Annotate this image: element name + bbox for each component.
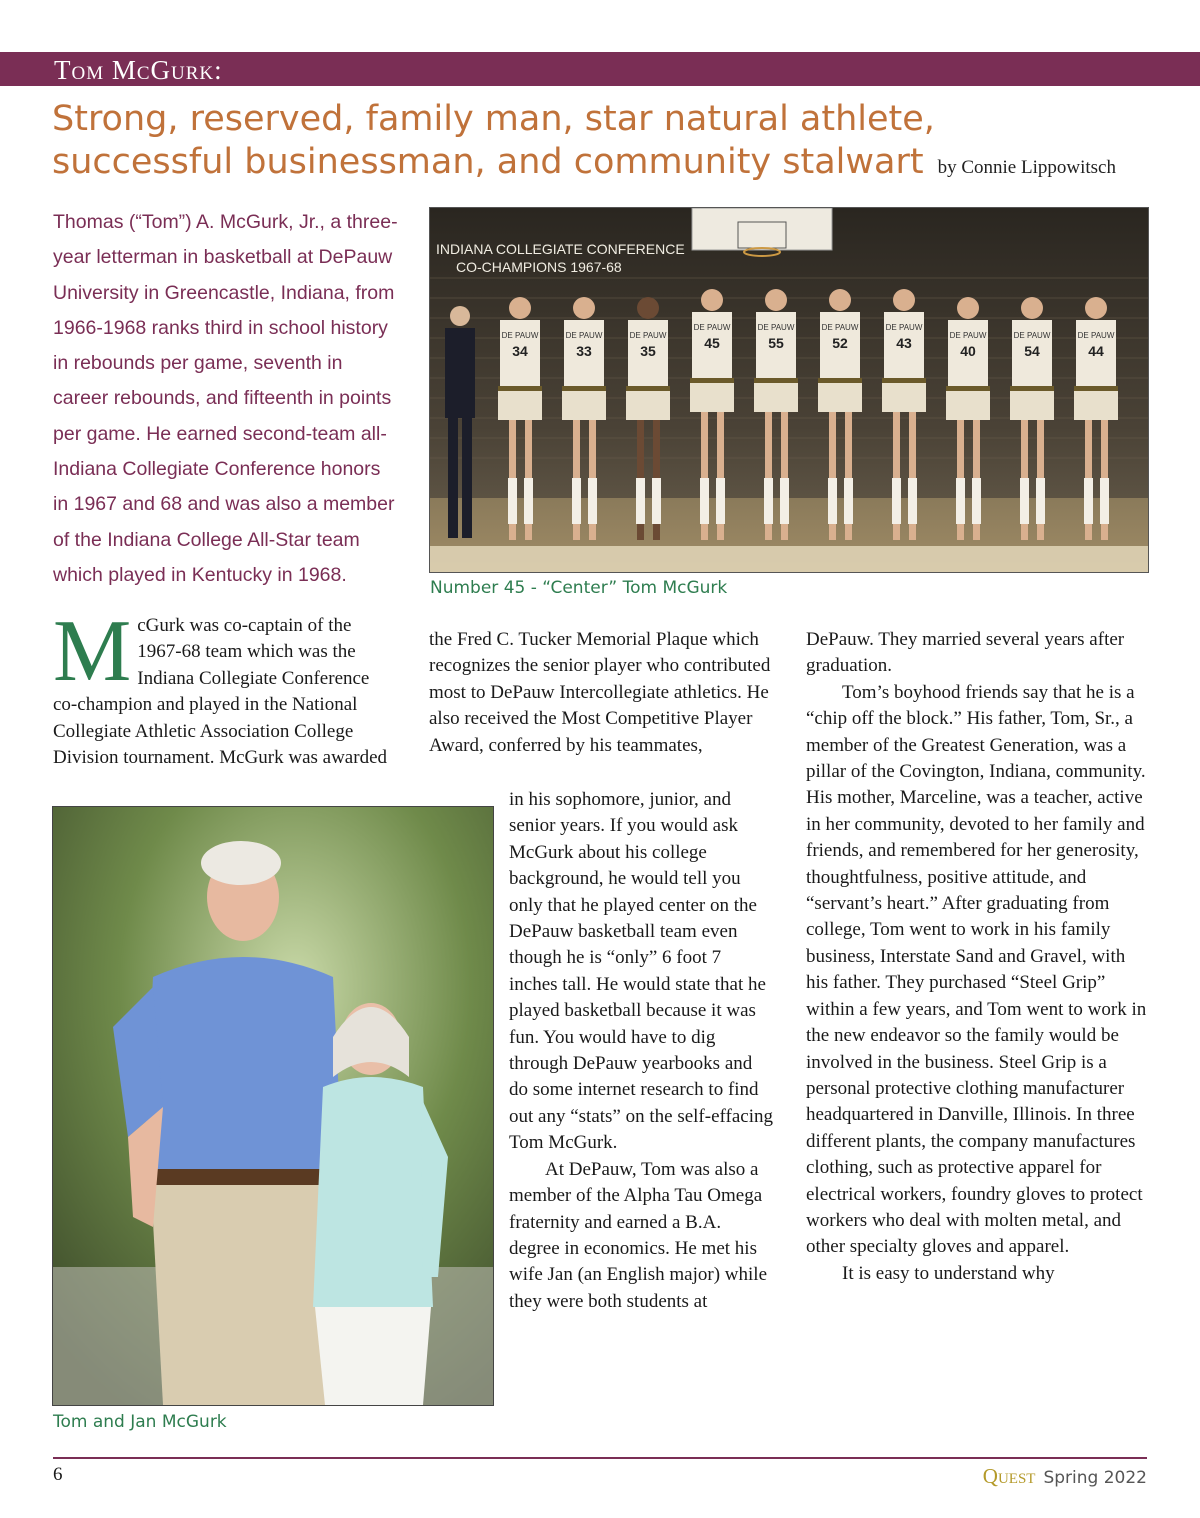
jersey-school: DE PAUW (565, 331, 603, 340)
column-2-paragraph-1: in his sophomore, junior, and senior years. If you would ask McGurk about his college background, he would tell you only that he played center on the DePauw basketball team even though he is “only” 6 foot 7 inches tall. He would state that he played basketball because it was fun. You would have to dig through DePauw yearbooks and do some internet research to find out any “stats” on the self-effacing Tom McGurk. (509, 789, 773, 1154)
byline: by Connie Lippowitsch (937, 157, 1116, 178)
banner-title: Tom McGurk: (54, 55, 223, 85)
publication-footer (983, 1464, 1147, 1489)
jersey-number: 43 (896, 335, 912, 351)
column-3-paragraph-3: It is easy to understand why (842, 1262, 1055, 1284)
jersey-number: 52 (832, 335, 848, 351)
jersey-number: 35 (640, 343, 656, 359)
jersey-school: DE PAUW (501, 331, 539, 340)
column-3-paragraph-1: DePauw. They married several years after graduation. (806, 629, 1125, 677)
jersey-number: 33 (576, 343, 592, 359)
jersey-number: 54 (1024, 343, 1040, 359)
column-3-paragraph-2: Tom’s boyhood friends say that he is a “chip off the block.” His father, Tom, Sr., a member of the Greatest Generation, was a pillar of the Covington, Indiana, community. His mother, Marceline, was a teacher, active in her community, devoted to her family and friends, and remembered for her generosity, thoughtfulness, positive attitude, and “servant’s heart.” After graduating from college, Tom went to work in his family business, Interstate Sand and Gravel, with his father. They purchased “Steel Grip” within a few years, and Tom went to work in the new endeavor so the family would be involved in the business. Steel Grip is a personal protective clothing manufacturer headquartered in Danville, Illinois. In three different plants, the company manufactures clothing, such as protective apparel for electrical workers, foundry gloves to protect workers who deal with molten metal, and other specialty gloves and apparel. (806, 681, 1147, 1258)
article-column-3 (806, 627, 1151, 1287)
headline-line-2-text: successful businessman, and community stalwart (52, 142, 924, 182)
headline (52, 98, 1132, 189)
jersey-school: DE PAUW (757, 323, 795, 332)
jersey-number: 45 (704, 335, 720, 351)
portrait-caption: Tom and Jan McGurk (53, 1412, 227, 1432)
jersey-school: DE PAUW (629, 331, 667, 340)
column-2-paragraph-2: At DePauw, Tom was also a member of the Alpha Tau Omega fraternity and earned a B.A. degree in economics. He met his wife Jan (an English major) while they were both students at (509, 1158, 768, 1312)
photo-banner-line2: CO-CHAMPIONS 1967-68 (456, 259, 622, 275)
article-column-1 (53, 603, 398, 771)
column-2-top-text: the Fred C. Tucker Memorial Plaque which recognizes the senior player who contributed most to DePauw Intercollegiate athletics. He also received the Most Competitive Player Award, conferred by his teammates, (429, 629, 771, 756)
team-photo-graphic (430, 208, 1148, 572)
jersey-school: DE PAUW (949, 331, 987, 340)
jersey-school: DE PAUW (1077, 331, 1115, 340)
drop-cap: M (53, 603, 132, 700)
jersey-number: 55 (768, 335, 784, 351)
magazine-name: Quest (982, 1464, 1036, 1488)
issue-label: Spring 2022 (1043, 1468, 1147, 1488)
headline-line-1: Strong, reserved, family man, star natural athlete, (52, 99, 935, 139)
footer-rule (53, 1457, 1147, 1459)
jersey-number: 40 (960, 343, 976, 359)
column-1-text: cGurk was co-captain of the 1967-68 team which was the Indiana Collegiate Conference co-champion and played in the National Collegiate Athletic Association College Division tournament. McGurk was awarded (53, 615, 388, 769)
team-photo-caption: Number 45 - “Center” Tom McGurk (430, 578, 728, 598)
jersey-school: DE PAUW (885, 323, 923, 332)
portrait-photo-graphic (53, 807, 493, 1405)
article-column-2-bottom (509, 787, 774, 1315)
team-photo (429, 207, 1149, 573)
page-number: 6 (53, 1464, 63, 1485)
intro-text: Thomas (“Tom”) A. McGurk, Jr., a three-year letterman in basketball at DePauw University in Greencastle, Indiana, from 1966-1968 ranks third in school history in rebounds per game, seventh in career rebounds, and fifteenth in points per game. He earned second-team all-Indiana Collegiate Conference honors in 1967 and 68 and was also a member of the Indiana College All-Star team which played in Kentucky in 1968. (53, 211, 398, 586)
jersey-school: DE PAUW (821, 323, 859, 332)
article-column-2-top (429, 627, 774, 759)
portrait-photo (52, 806, 494, 1406)
jersey-number: 34 (512, 343, 528, 359)
jersey-number: 44 (1088, 343, 1104, 359)
headline-line-2 (52, 141, 1132, 189)
photo-banner-line1: INDIANA COLLEGIATE CONFERENCE (436, 241, 685, 257)
jersey-school: DE PAUW (693, 323, 731, 332)
jersey-school: DE PAUW (1013, 331, 1051, 340)
